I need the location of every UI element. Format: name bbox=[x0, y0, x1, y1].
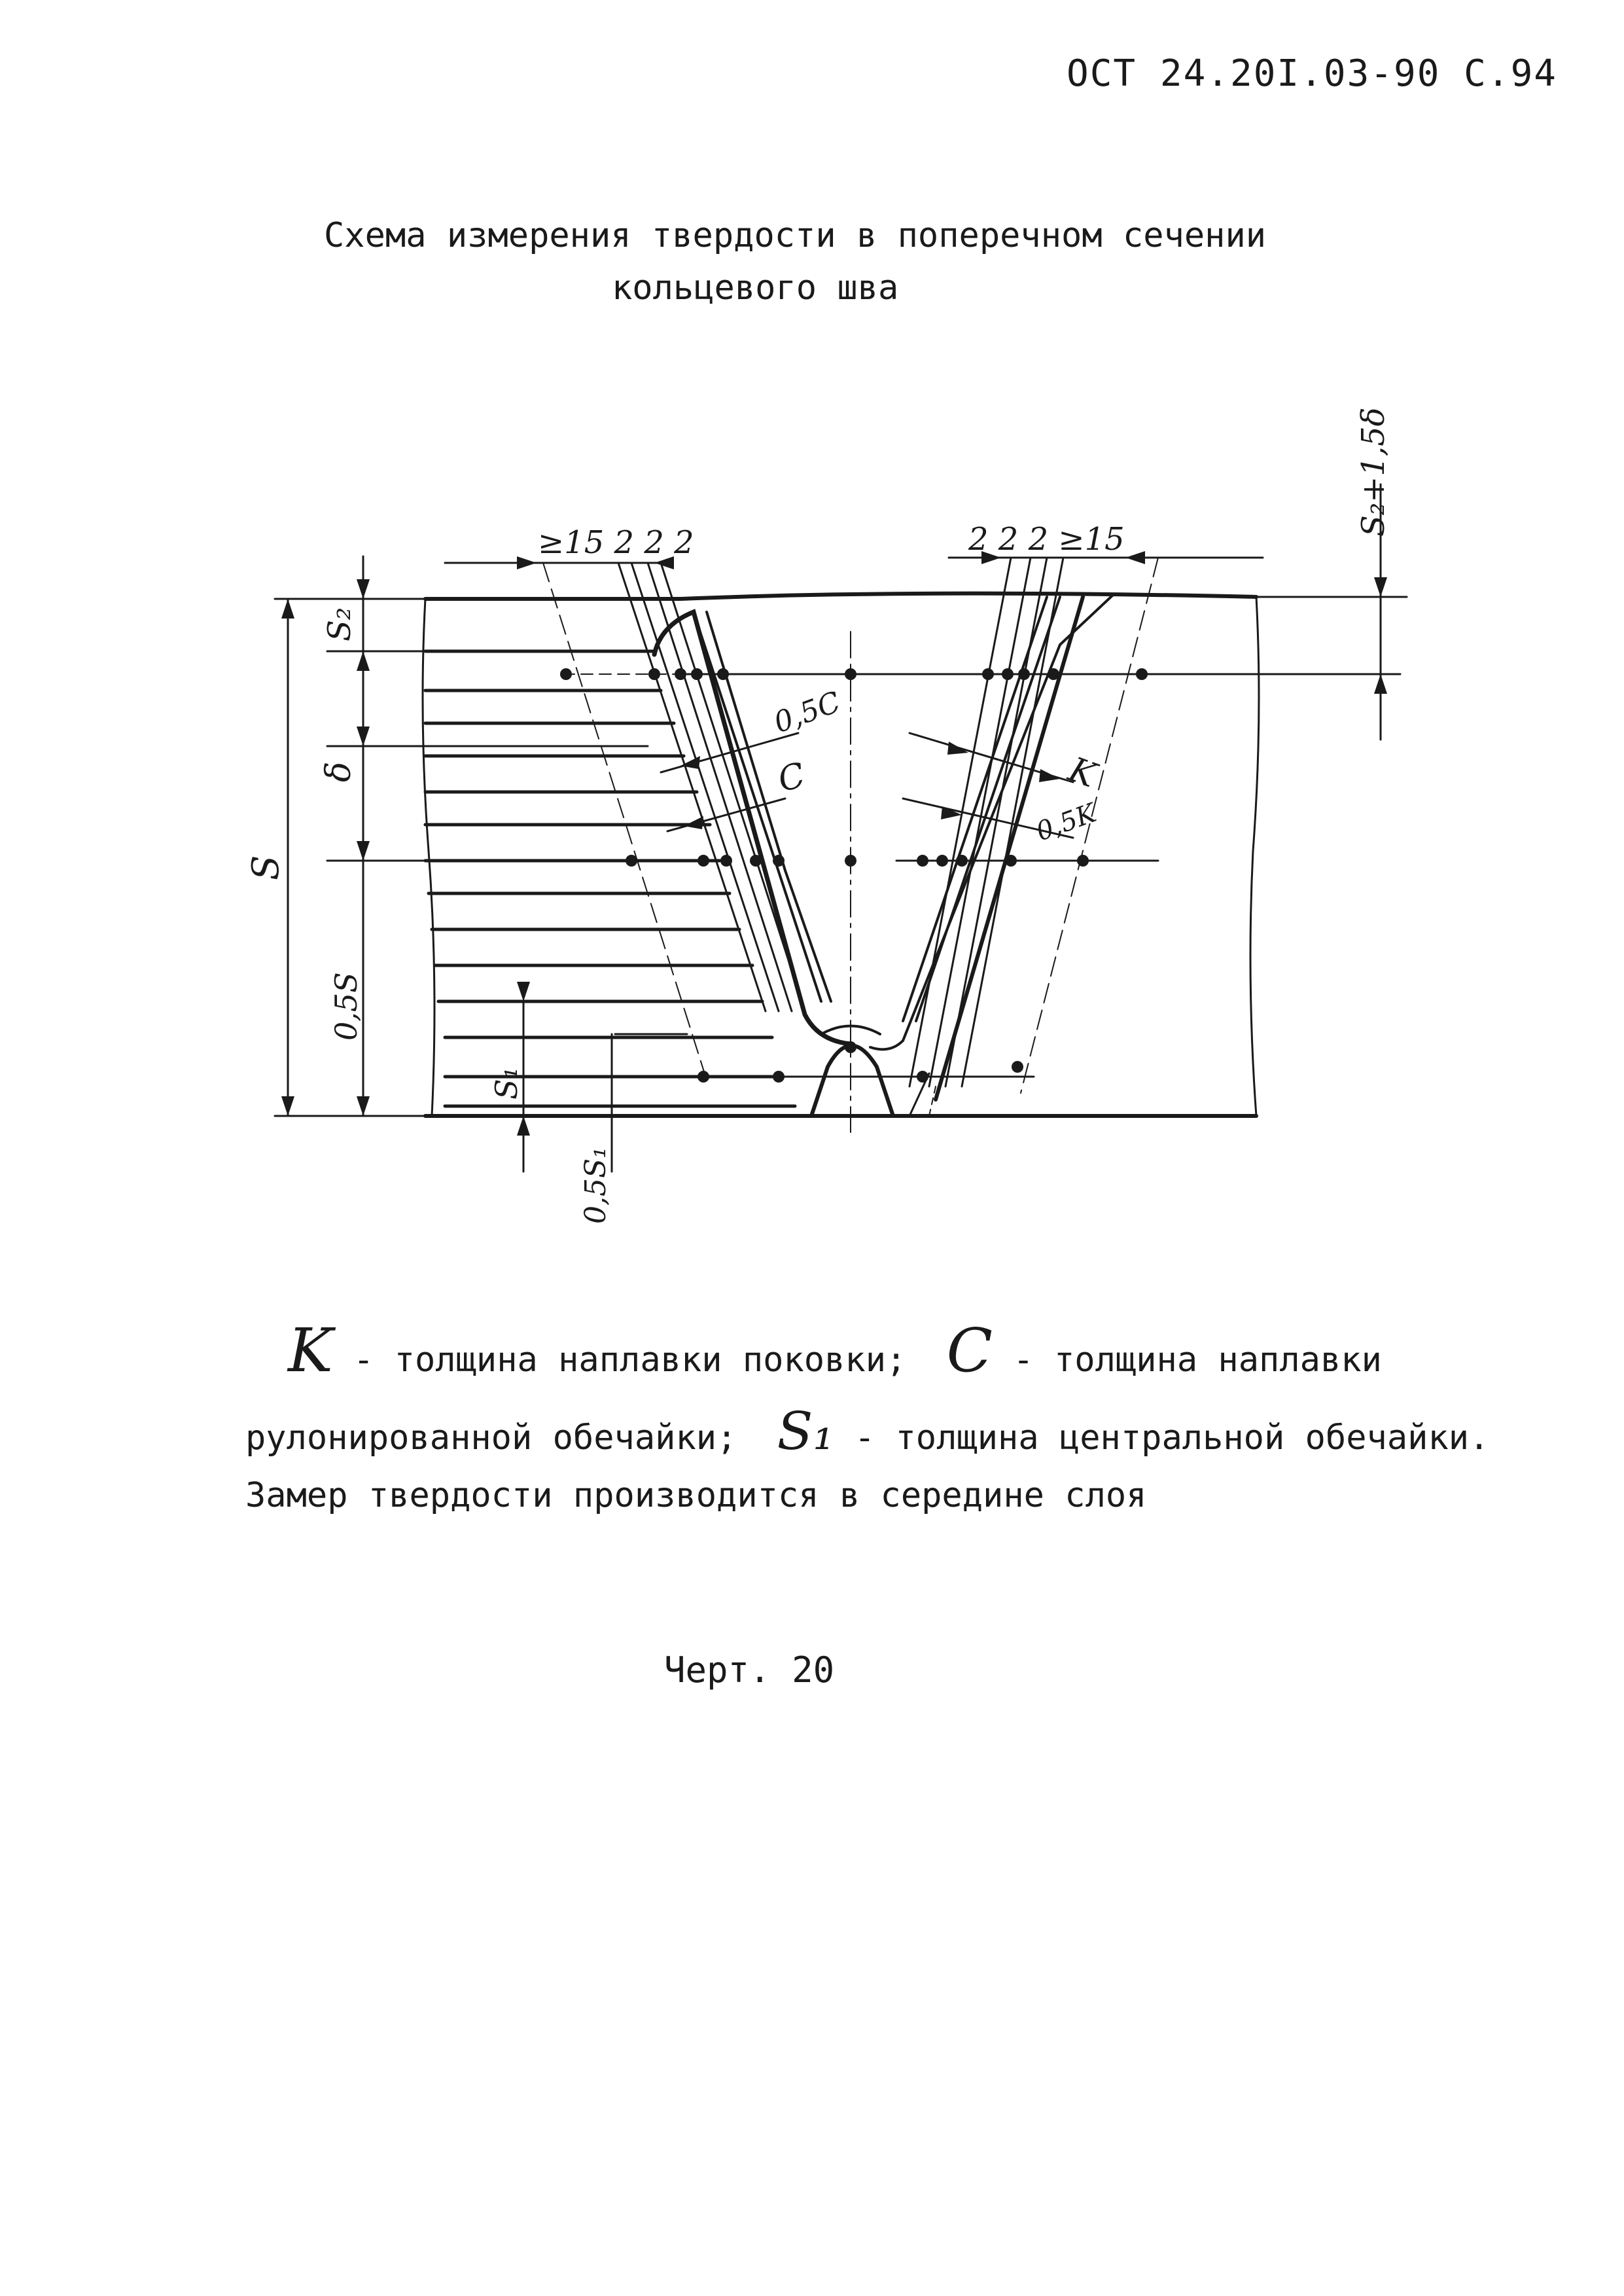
measurement-points bbox=[560, 668, 1148, 1083]
legend-s1-text: - толщина центральной обечайки. bbox=[854, 1418, 1490, 1458]
figure-title-line-1: Схема измерения твердости в поперечном сечении bbox=[324, 216, 1267, 255]
left-break-line bbox=[423, 599, 434, 1116]
label-top-right-dims: 2 2 2 ≥15 bbox=[968, 521, 1125, 558]
label-half-s: 0,5S bbox=[328, 972, 364, 1041]
legend-k-text: - толщина наплавки поковки; bbox=[353, 1340, 907, 1380]
plate-top-edge bbox=[425, 594, 1256, 599]
legend-line2-text: рулонированной обечайки; bbox=[245, 1418, 737, 1458]
figure-caption: Черт. 20 bbox=[664, 1649, 835, 1691]
symbol-s1: S₁ bbox=[777, 1401, 834, 1462]
root-weld bbox=[811, 1046, 893, 1117]
label-half-c: 0,5C bbox=[769, 685, 845, 740]
label-half-s1: 0,5S₁ bbox=[579, 1147, 612, 1224]
label-s2-plus: S₂+1,5δ bbox=[1355, 407, 1392, 537]
document-code: ОСТ 24.20I.03-90 С.94 bbox=[1067, 52, 1558, 95]
label-half-k: 0,5K bbox=[1032, 798, 1101, 848]
legend-c-text: - толщина наплавки bbox=[1013, 1340, 1382, 1380]
label-s: S bbox=[245, 855, 287, 880]
legend-line-1 bbox=[288, 1316, 1382, 1386]
label-k: K bbox=[1063, 749, 1101, 796]
label-top-left-dims: ≥15 2 2 2 bbox=[538, 524, 694, 561]
figure-title-line-2: кольцевого шва bbox=[612, 268, 899, 308]
cladding-right-2 bbox=[916, 597, 1060, 1021]
legend-line-3: Замер твердости производится в середине слоя bbox=[245, 1476, 1147, 1515]
label-c: C bbox=[773, 755, 809, 800]
symbol-c: C bbox=[946, 1316, 993, 1386]
label-s1: S₁ bbox=[489, 1067, 524, 1100]
label-s2: S₂ bbox=[321, 607, 358, 641]
symbol-k: K bbox=[288, 1316, 333, 1386]
legend-line-2 bbox=[245, 1401, 1489, 1462]
label-delta: δ bbox=[319, 761, 359, 782]
cladding-right-1 bbox=[903, 597, 1047, 1021]
